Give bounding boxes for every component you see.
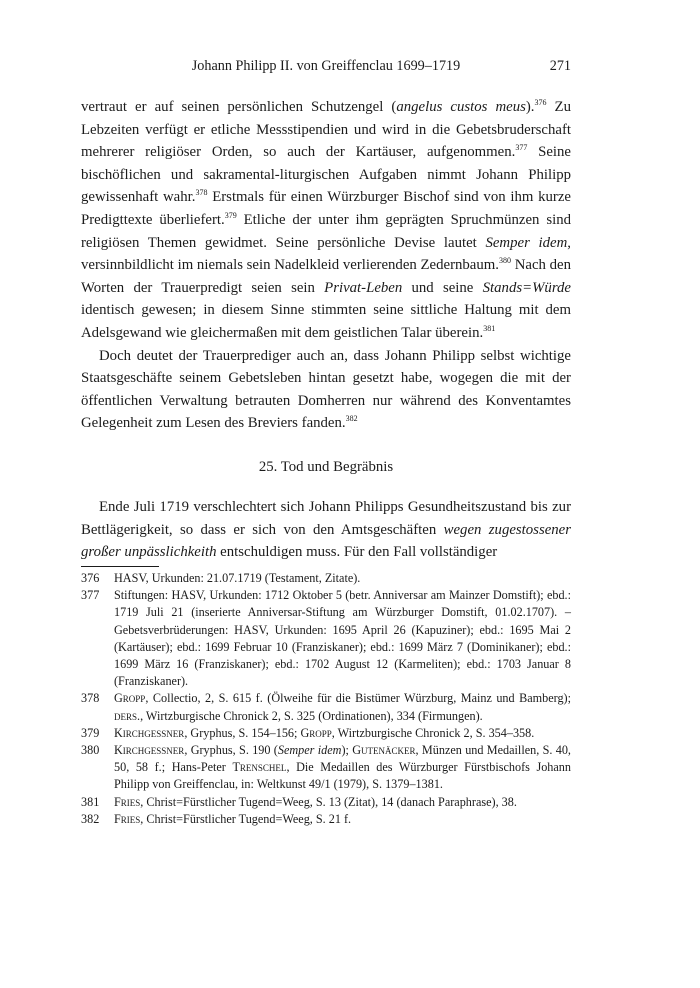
footnote-text xyxy=(114,811,571,828)
footnote-rule xyxy=(81,566,159,567)
text-run: vertraut er auf seinen persönlichen Schutzengel ( xyxy=(81,99,397,115)
footnote-reference: 378 xyxy=(195,188,208,198)
footnote-text xyxy=(114,725,571,742)
main-text xyxy=(81,96,571,435)
author-name: Fries xyxy=(114,794,141,809)
footnote-text xyxy=(114,742,571,794)
author-name: Gropp xyxy=(114,691,146,706)
page-number: 271 xyxy=(549,58,571,74)
footnote xyxy=(81,587,571,690)
text-run: Seine bischöflichen und sakramental-liturgischen Aufgaben nimmt Johann Philipp gewissenhaft wahr. xyxy=(81,144,571,206)
section-heading: 25. Tod und Begräbnis xyxy=(258,459,394,475)
italic-text: Semper idem xyxy=(485,234,568,251)
text-run: identisch gewesen; in diesem Sinne stimmten seine sittliche Haltung mit dem Adelsgewand wie gleichermaßen mit dem geistlichen Talar überein. xyxy=(81,302,571,341)
text-run: , Christ=Fürstlicher Tugend=Weeg, S. 13 (Zitat), 14 (danach Paraphrase), 38. xyxy=(140,794,517,809)
italic-text: Privat-Leben xyxy=(324,279,403,296)
author-name: ders. xyxy=(114,708,141,723)
footnote-reference: 380 xyxy=(498,256,511,266)
footnote-text xyxy=(114,690,571,724)
text-run: , Christ=Fürstlicher Tugend=Weeg, S. 21 f. xyxy=(140,811,352,826)
text-run: , Gryphus, S. 190 ( xyxy=(184,743,278,758)
text-run: HASV, Urkunden: 21.07.1719 (Testament, Zitate). xyxy=(114,571,361,585)
footnote-reference: 381 xyxy=(483,324,496,334)
text-run: , Wirtzburgische Chronick 2, S. 325 (Ordinationen), 334 (Firmungen). xyxy=(140,708,483,723)
text-run: , Gryphus, S. 154–156; xyxy=(184,725,301,740)
author-name: Kirchgessner xyxy=(114,725,185,740)
footnote-number: 379 xyxy=(81,725,100,740)
text-run: und seine xyxy=(402,279,483,296)
italic-text: angelus custos meus xyxy=(396,99,526,115)
author-name: Trenschel xyxy=(232,760,287,775)
text-run: , Die Medaillen des Würzburger Fürstbischofs Johann Philipp von Greiffenclau, in: Weltkunst 49/1 (1979), S. 1379–1381. xyxy=(114,760,571,792)
paragraph-1 xyxy=(81,96,571,345)
text-run: Doch deutet der Trauerprediger auch an, dass Johann Philipp selbst wichtige Staatsgeschäfte seinem Gebetsleben hintan gesetzt habe, wogegen die mit der öffentlichen Verwaltung betrauten Domherren nur während des Konventamtes Gelegenheit zum Lesen des Breviers fanden. xyxy=(81,347,571,432)
footnotes xyxy=(81,570,571,828)
text-run: entschuldigen muss. Für den Fall vollständiger xyxy=(216,544,498,561)
text-run: Etliche der unter ihm geprägten Spruchmünzen sind religiösen Themen gewidmet. Seine persönliche Devise lautet xyxy=(81,211,571,251)
running-head: Johann Philipp II. von Greiffenclau 1699–1719 xyxy=(191,58,461,74)
footnote xyxy=(81,570,571,587)
text-run: Zu Lebzeiten verfügt er etliche Messstipendien und wird in die Gebetsbruderschaft mehrerer religiöser Orden, so auch der Kartäuser, aufgenommen. xyxy=(81,99,571,161)
footnote xyxy=(81,811,571,828)
footnote xyxy=(81,690,571,724)
author-name: Gutenäcker xyxy=(352,743,416,758)
author-name: Gropp xyxy=(300,725,332,740)
footnote xyxy=(81,742,571,794)
footnote-number: 376 xyxy=(81,571,100,585)
footnote-reference: 382 xyxy=(345,414,358,424)
text-run: ); xyxy=(341,743,353,758)
author-name: Kirchgessner xyxy=(114,743,185,758)
footnote-number: 381 xyxy=(81,794,100,809)
italic-text: wegen zugestossener großer unpässlichkeith xyxy=(81,521,571,561)
text-run: Nach den Worten der Trauerpredigt seien sein xyxy=(81,257,571,296)
text-run: , Collectio, 2, S. 615 f. (Ölweihe für die Bistümer Würzburg, Mainz und Bamberg); xyxy=(145,691,571,706)
text-run: Erstmals für einen Würzburger Bischof sind von ihm kurze Predigttexte überliefert. xyxy=(81,189,571,228)
footnote-text xyxy=(114,587,571,690)
text-run: ). xyxy=(525,99,535,115)
text-run: , Wirtzburgische Chronick 2, S. 354–358. xyxy=(331,725,535,740)
italic-text: Semper idem xyxy=(277,743,342,758)
footnote-reference: 379 xyxy=(224,211,237,221)
text-run: Ende Juli 1719 verschlechtert sich Johann Philipps Gesundheitszustand bis zur Bettlägerigkeit, so dass er sich von den Amtsgeschäften xyxy=(81,499,571,538)
footnote xyxy=(81,725,571,742)
footnote-text xyxy=(114,794,571,811)
footnote-reference: 377 xyxy=(515,143,528,153)
footnote-reference: 376 xyxy=(534,98,547,108)
footnote-number: 382 xyxy=(81,811,100,826)
section-paragraph xyxy=(81,496,571,564)
text-run: , Münzen und Medaillen, S. 40, 50, 58 f.; Hans-Peter xyxy=(114,743,571,775)
footnote-number: 380 xyxy=(81,743,100,758)
section-text xyxy=(81,496,571,564)
italic-text: Stands=Würde xyxy=(482,279,571,296)
footnote-number: 377 xyxy=(81,588,100,603)
footnote-number: 378 xyxy=(81,691,100,706)
text-run: Stiftungen: HASV, Urkunden: 1712 Oktober 5 (betr. Anniversar am Mainzer Domstift); ebd.: 1719 Juli 21 (inserierte Anniversar-Stiftung am Würzburger Domstift, 01.02.1707). – Gebetsverbrüderungen: HASV, Urkunden: 1695 April 26 (Kapuziner); ebd.: 1695 Mai 2 (Kartäuser); ebd.: 1699 Februar 10 (Franziskaner); ebd.: 1699 März 7 (Dominikaner); ebd.: 1699 März 16 (Franziskaner); ebd.: 1702 August 12 (Karmeliten); ebd.: 1703 Januar 8 (Franziskaner). xyxy=(114,588,571,689)
footnote xyxy=(81,794,571,811)
author-name: Fries xyxy=(114,811,141,826)
paragraph-2 xyxy=(81,345,571,435)
footnote-text xyxy=(114,570,571,587)
text-run: , versinnbildlicht im niemals sein Nadelkleid verlierenden Zedernbaum. xyxy=(81,234,571,274)
